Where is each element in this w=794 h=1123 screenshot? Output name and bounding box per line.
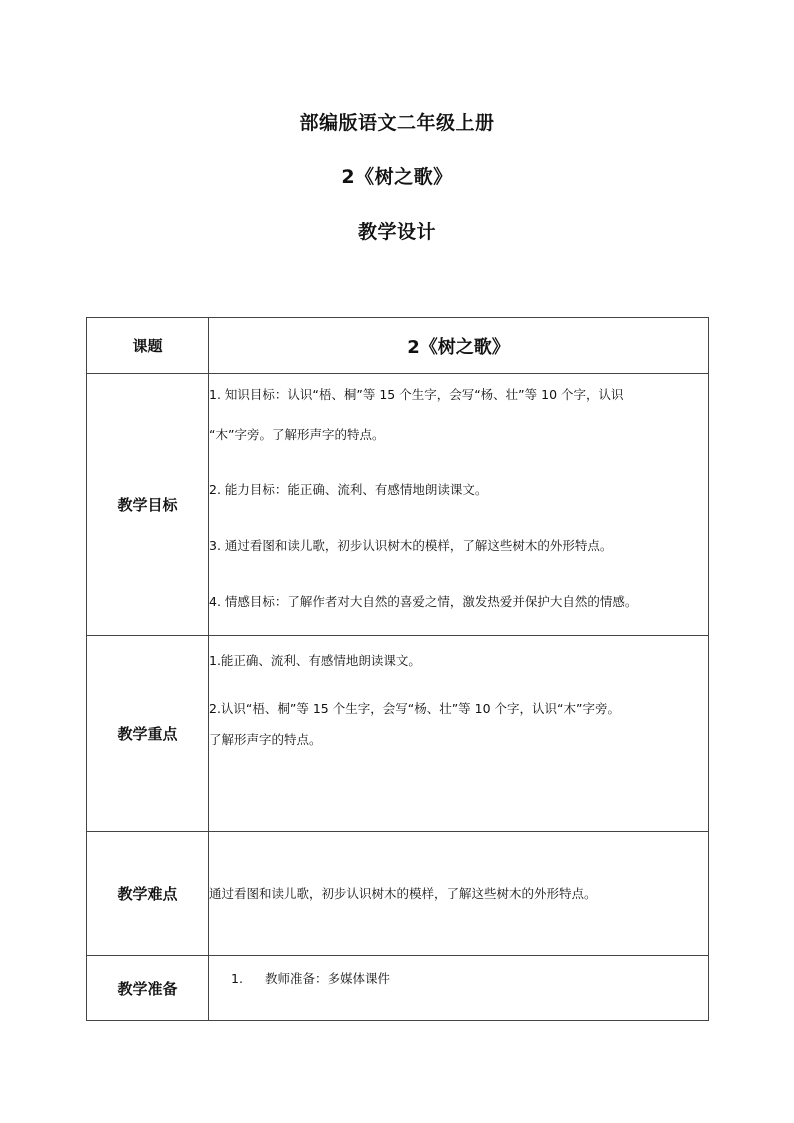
table-row-topic <box>87 318 709 374</box>
goal-item-1: 1. 知识目标：认识“梧、桐”等 15 个生字，会写“杨、壮”等 10 个字，认识 <box>209 387 624 402</box>
goal-item-1-cont: “木”字旁。了解形声字的特点。 <box>209 427 385 442</box>
key-point-2: 2.认识“梧、桐”等 15 个生字，会写“杨、壮”等 10 个字，认识“木”字旁。 <box>209 701 620 716</box>
table-row-preparation <box>87 956 709 1021</box>
goal-item-4: 4. 情感目标：了解作者对大自然的喜爱之情，激发热爱并保护大自然的情感。 <box>209 594 638 609</box>
goal-item-3: 3. 通过看图和读儿歌，初步认识树木的模样，了解这些树木的外形特点。 <box>209 538 613 553</box>
preparation-text: 教师准备：多媒体课件 <box>265 971 391 986</box>
table-row-goals <box>87 374 709 636</box>
preparation-content <box>209 956 709 1021</box>
topic-value: 2《树之歌》 <box>209 318 709 374</box>
table-row-difficulties <box>87 832 709 956</box>
key-point-2-cont: 了解形声字的特点。 <box>209 732 322 747</box>
preparation-list-item <box>209 970 708 988</box>
topic-label: 课题 <box>87 318 209 374</box>
goals-content <box>209 374 709 636</box>
key-points-label: 教学重点 <box>87 636 209 832</box>
key-point-1: 1.能正确、流利、有感情地朗读课文。 <box>209 653 421 668</box>
difficulties-content: 通过看图和读儿歌，初步认识树木的模样，了解这些树木的外形特点。 <box>209 832 709 956</box>
preparation-label: 教学准备 <box>87 956 209 1021</box>
lesson-title: 2《树之歌》 <box>341 166 453 188</box>
lesson-plan-table <box>86 317 709 1021</box>
table-row-key-points <box>87 636 709 832</box>
preparation-number: 1. <box>231 971 243 986</box>
difficulties-label: 教学难点 <box>87 832 209 956</box>
goal-item-2: 2. 能力目标：能正确、流利、有感情地朗读课文。 <box>209 482 488 497</box>
key-points-content <box>209 636 709 832</box>
document-title: 部编版语文二年级上册 <box>299 112 495 134</box>
goals-label: 教学目标 <box>87 374 209 636</box>
document-subtitle: 教学设计 <box>357 221 436 243</box>
